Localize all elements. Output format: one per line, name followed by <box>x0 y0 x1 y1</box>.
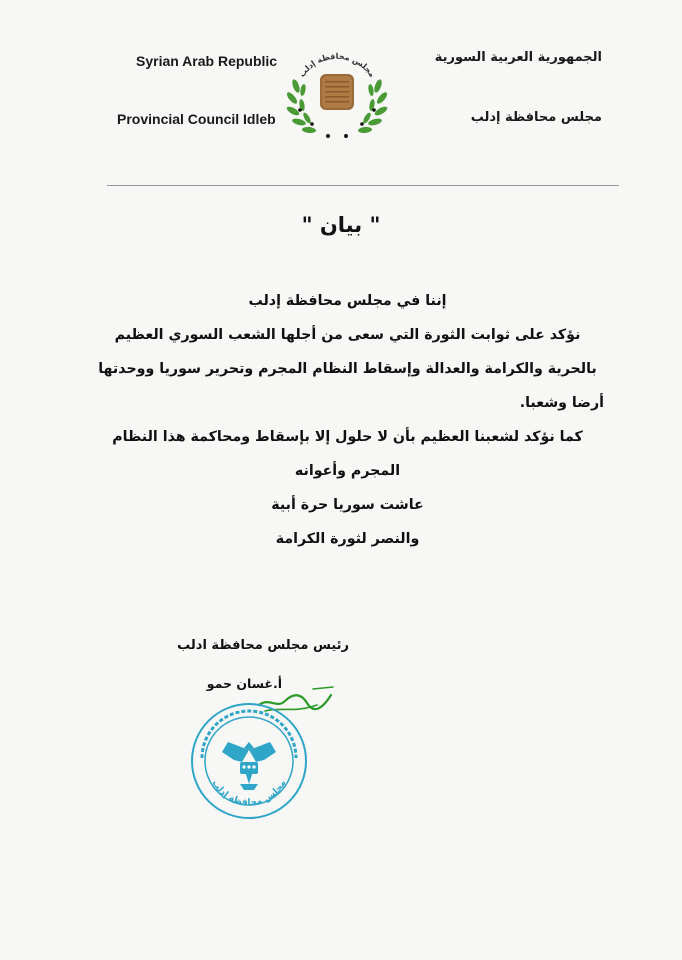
body-line: بالحرية والكرامة والعدالة وإسقاط النظام المجرم وتحرير سوريا ووحدتها <box>98 361 597 377</box>
header-council-ar: مجلس محافظة إدلب <box>470 110 602 125</box>
header-divider <box>107 185 619 186</box>
signatory-title: رئيس مجلس محافظة ادلب <box>177 638 349 653</box>
logo-arc-text: مجلس محافظة إدلب <box>297 51 377 79</box>
body-line: نؤكد على ثوابت الثورة التي سعى من أجلها الشعب السوري العظيم <box>114 327 581 343</box>
body-line: إننا في مجلس محافظة إدلب <box>248 293 447 309</box>
official-stamp <box>188 700 310 822</box>
signatory-name: أ.غسان حمو <box>206 676 282 691</box>
header-council-en: Provincial Council Idleb <box>117 111 276 127</box>
body-line: عاشت سوريا حرة أبية <box>271 497 424 513</box>
statement-title: " بيان " <box>301 213 381 237</box>
header-country-ar: الجمهورية العربية السورية <box>434 50 602 65</box>
body-line: أرضا وشعبا. <box>519 395 604 411</box>
council-logo <box>278 30 396 148</box>
body-line: كما نؤكد لشعبنا العظيم بأن لا حلول إلا بإسقاط ومحاكمة هذا النظام <box>112 429 583 445</box>
header-country-en: Syrian Arab Republic <box>136 53 278 69</box>
statement-body <box>85 284 610 556</box>
stamp-bottom-text: مجلس محافظة إدلب <box>209 778 289 809</box>
body-line: المجرم وأعوانه <box>294 463 401 479</box>
body-line: والنصر لثورة الكرامة <box>275 531 420 547</box>
